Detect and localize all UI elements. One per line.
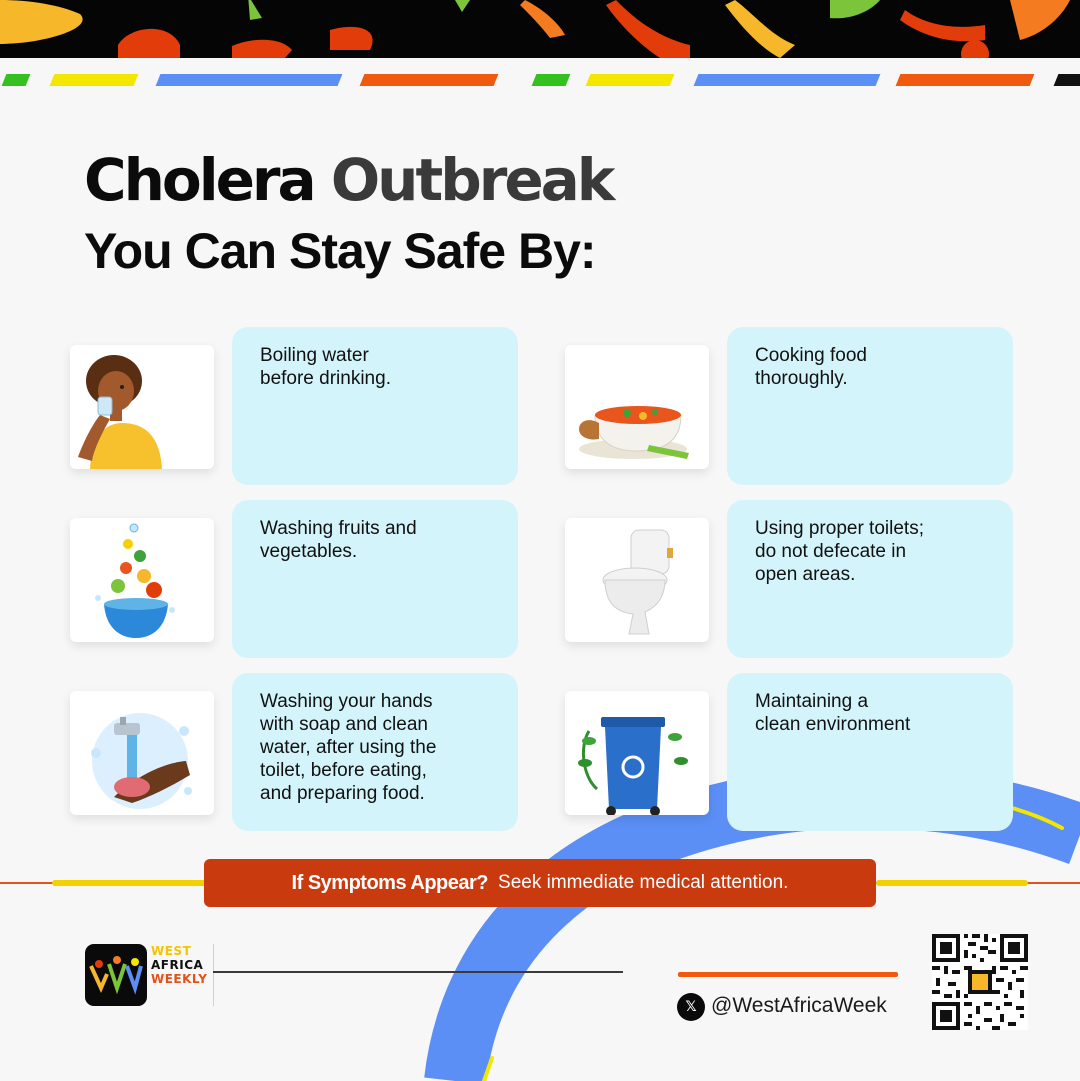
tip-text: Washing your hands with soap and clean water, after using the toilet, before eating, and preparing food. xyxy=(260,691,437,804)
tip-text-card xyxy=(727,500,1013,658)
tip-card-boiling-water xyxy=(70,327,518,485)
recycling-bin-icon xyxy=(565,691,709,815)
brand-divider xyxy=(213,944,214,1006)
tip-card-cooking-food xyxy=(565,327,1013,485)
social-orange-rule xyxy=(678,972,898,977)
cta-yellow-accent-right xyxy=(876,880,1028,886)
brand-wordmark-line: WEEKLY xyxy=(151,972,208,986)
qr-code[interactable] xyxy=(932,934,1028,1030)
brand-rule-line xyxy=(213,971,623,973)
tip-text: Boiling water before drinking. xyxy=(260,345,391,389)
page-title xyxy=(84,146,612,214)
title-word-cholera: Cholera xyxy=(84,146,314,214)
tip-text: Using proper toilets; do not defecate in open areas. xyxy=(755,518,924,585)
tip-text: Maintaining a clean environment xyxy=(755,691,911,735)
tip-card-washing-fruits xyxy=(70,500,518,658)
fruit-bowl-icon xyxy=(70,518,214,642)
tip-text-card xyxy=(727,673,1013,831)
brand-logo-icon xyxy=(85,944,147,1006)
handwashing-icon xyxy=(70,691,214,815)
cta-message: Seek immediate medical attention. xyxy=(498,872,789,893)
brand-wordmark-line: WEST xyxy=(151,944,192,958)
toilet-icon xyxy=(565,518,709,642)
cta-yellow-accent-left xyxy=(52,880,212,886)
tip-text-card xyxy=(232,500,518,658)
cta-banner xyxy=(204,859,876,907)
brand-wordmark xyxy=(151,944,213,986)
tip-card-washing-hands xyxy=(70,673,518,831)
tip-text: Cooking food thoroughly. xyxy=(755,345,867,389)
tip-text: Washing fruits and vegetables. xyxy=(260,518,417,562)
social-handle[interactable]: @WestAfricaWeek xyxy=(711,994,887,1017)
tip-card-proper-toilets xyxy=(565,500,1013,658)
boy-drinking-water-icon xyxy=(70,345,214,469)
cta-heading: If Symptoms Appear? xyxy=(291,871,489,894)
tip-text-card xyxy=(232,327,518,485)
soup-bowl-icon xyxy=(565,345,709,469)
page-subtitle: You Can Stay Safe By: xyxy=(84,223,596,279)
tip-card-clean-environment xyxy=(565,673,1013,831)
brand-wordmark-line: AFRICA xyxy=(151,958,204,972)
tip-text-card xyxy=(232,673,518,831)
tip-text-card xyxy=(727,327,1013,485)
title-word-outbreak: Outbreak xyxy=(330,146,613,214)
x-logo-icon: 𝕏 xyxy=(677,993,705,1021)
